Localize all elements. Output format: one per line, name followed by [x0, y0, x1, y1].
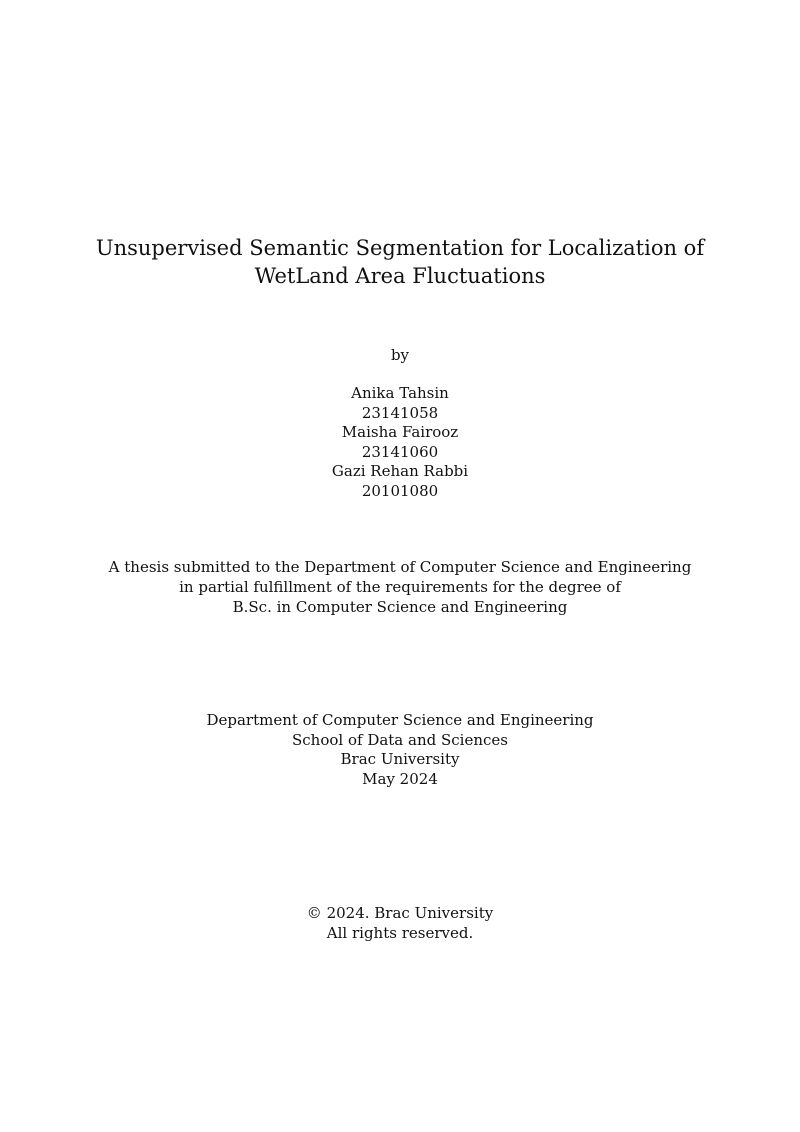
thesis-title — [0, 234, 800, 290]
submission-date: May 2024 — [362, 769, 438, 788]
university-name: Brac University — [340, 750, 460, 768]
copyright-line-1: © 2024. Brac University — [306, 904, 494, 922]
thesis-statement — [0, 557, 800, 617]
copyright-line-2: All rights reserved. — [326, 924, 474, 942]
title-line-2: WetLand Area Fluctuations — [254, 264, 546, 288]
copyright-notice — [0, 903, 800, 943]
author-id: 23141060 — [361, 442, 439, 461]
author-list — [0, 384, 800, 501]
by-label: by — [390, 346, 410, 364]
school-name: School of Data and Sciences — [292, 730, 508, 749]
author-name: Gazi Rehan Rabbi — [331, 462, 469, 480]
author-name: Anika Tahsin — [351, 384, 449, 402]
statement-line-2: in partial fulfillment of the requirements for the degree of — [179, 578, 621, 596]
author-id: 20101080 — [361, 481, 439, 500]
author-id: 23141058 — [361, 403, 439, 422]
statement-line-1: A thesis submitted to the Department of Computer Science and Engineering — [108, 558, 692, 576]
affiliation-block — [0, 711, 800, 789]
author-name: Maisha Fairooz — [341, 423, 459, 441]
department-name: Department of Computer Science and Engineering — [206, 711, 594, 729]
title-line-1: Unsupervised Semantic Segmentation for Localization of — [95, 236, 705, 260]
statement-line-3: B.Sc. in Computer Science and Engineering — [232, 598, 568, 616]
